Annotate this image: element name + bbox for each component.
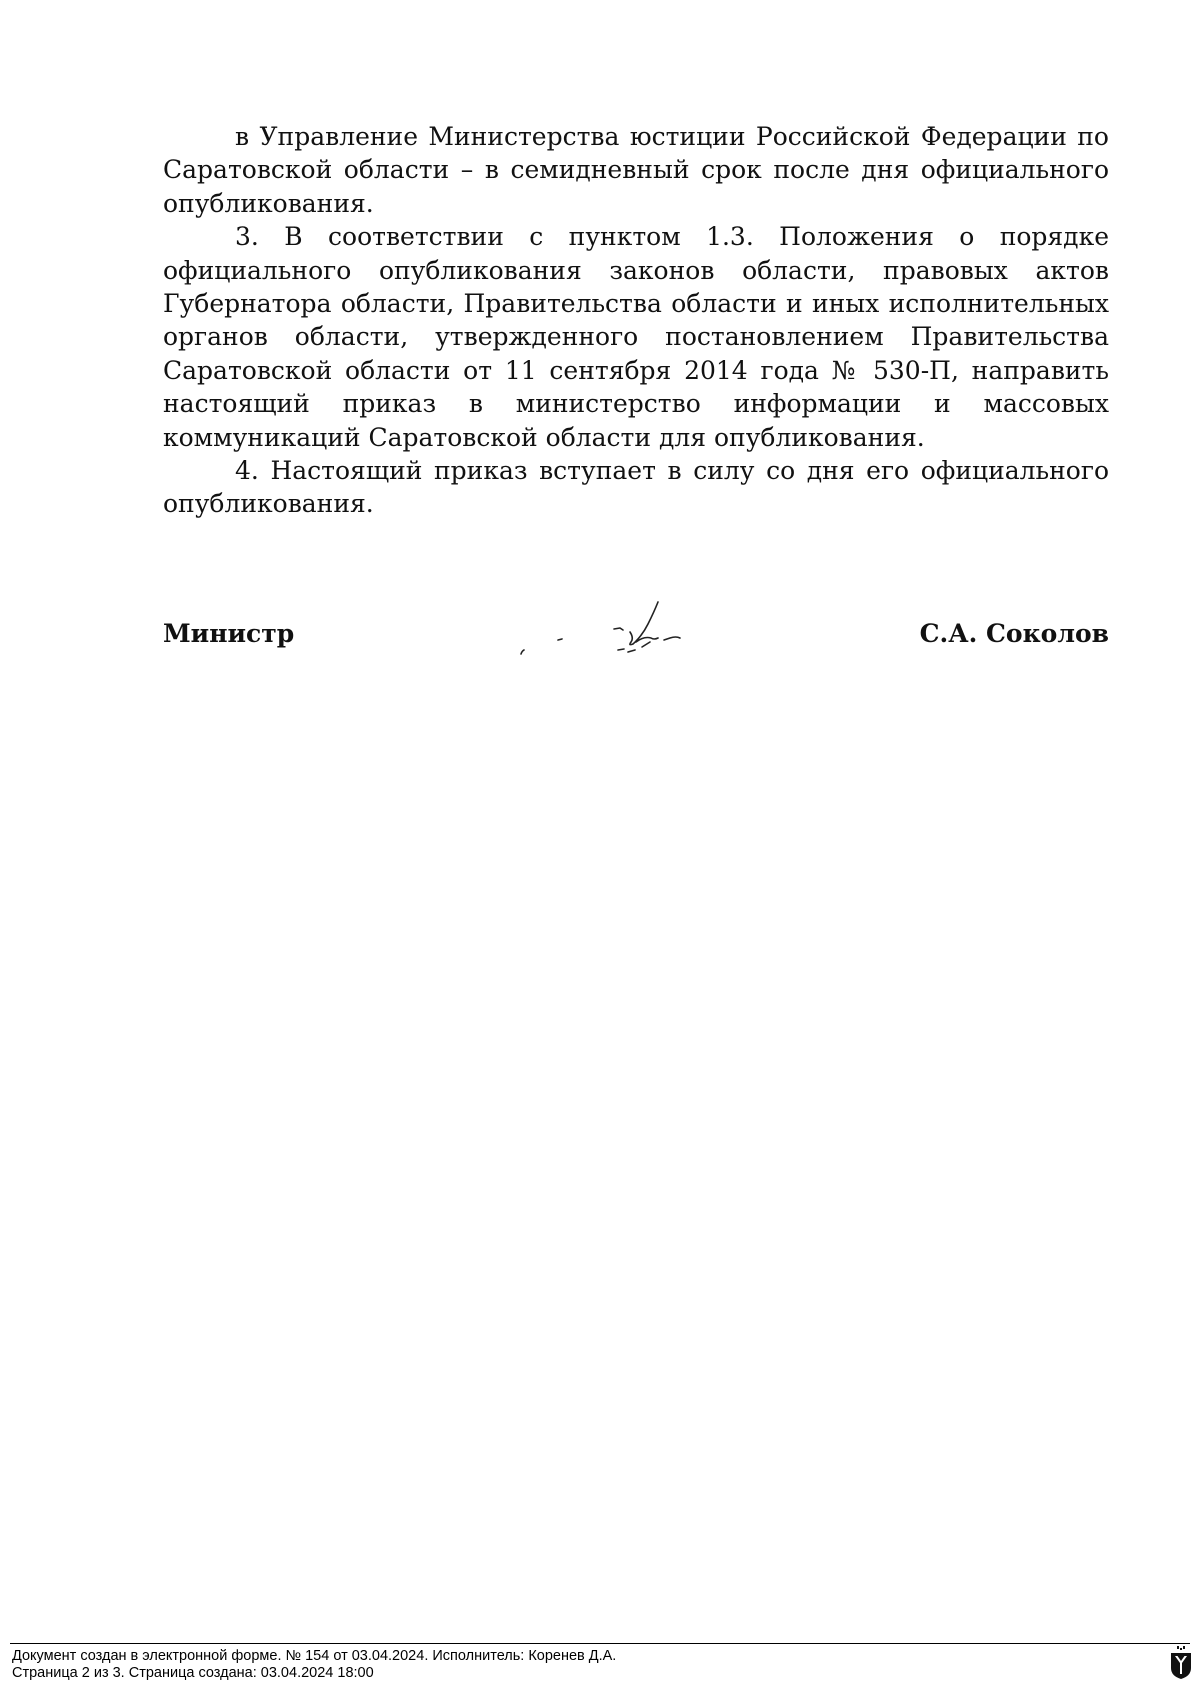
- paragraph-4: 4. Настоящий приказ вступает в силу со дня его официального опубликования.: [163, 456, 1109, 519]
- footer-page-info: Страница 2 из 3. Страница создана: 03.04.2024 18:00: [12, 1665, 374, 1681]
- paragraph-3: 3. В соответствии с пунктом 1.3. Положения о порядке официального опубликования законов области, правовых актов Губернатора области, Правительства области и иных исполнительных органов области, утвержденного постановлением Правительства Саратовской области от 11 сентября 2014 года № 530-П, направить настоящий приказ в министерство информации и массовых коммуникаций Саратовской области для опубликования.: [163, 222, 1109, 452]
- document-body: [163, 120, 1109, 521]
- signatory-name: С.А. Соколов: [919, 619, 1109, 648]
- signature-block: [163, 610, 1109, 660]
- handwritten-signature: [518, 592, 718, 662]
- saratov-coat-of-arms-icon: [1170, 1646, 1192, 1680]
- footer: [12, 1648, 616, 1682]
- footer-divider: [10, 1643, 1190, 1644]
- signatory-title: Министр: [163, 619, 295, 648]
- footer-document-info: Документ создан в электронной форме. № 154 от 03.04.2024. Исполнитель: Коренев Д.А.: [12, 1648, 617, 1664]
- paragraph-continuation: в Управление Министерства юстиции Российской Федерации по Саратовской области – в семидневный срок после дня официального опубликования.: [163, 122, 1109, 218]
